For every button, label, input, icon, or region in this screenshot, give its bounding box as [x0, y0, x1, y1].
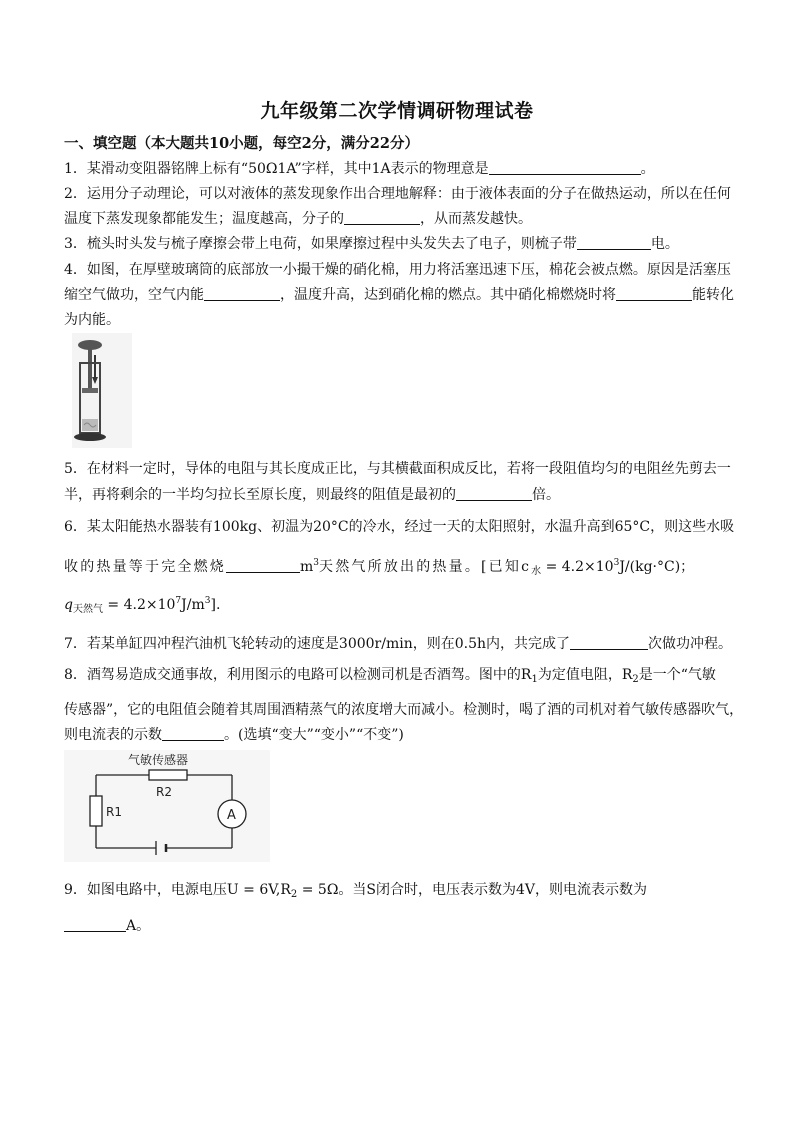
answer-blank[interactable]	[204, 286, 280, 301]
answer-blank[interactable]	[489, 160, 641, 175]
answer-blank[interactable]	[64, 917, 126, 932]
answer-blank[interactable]	[570, 635, 648, 650]
question-2-line-1: 2．运用分子动理论，可以对液体的蒸发现象作出合理地解释：由于液体表面的分子在做热运动，所以在任何	[64, 186, 731, 202]
question-2-line-2: 温度下蒸发现象都能发生；温度越高，分子的 ，从而蒸发越快。	[64, 211, 532, 227]
question-6-line-1: 6．某太阳能热水器装有100kg、初温为20°C的冷水，经过一天的太阳照射，水温升高到65°C，则这些水吸	[64, 519, 735, 535]
answer-blank[interactable]	[577, 235, 651, 250]
question-8-line-3: 则电流表的示数 。(选填“变大”“变小”“不变”)	[64, 727, 404, 743]
question-9-line-2: A。	[64, 915, 732, 935]
question-5-line-2: 半，再将剩余的一半均匀拉长至原长度，则最终的阻值是最初的 倍。	[64, 487, 560, 503]
r1-resistor	[90, 796, 102, 826]
alcohol-sensor-circuit	[64, 750, 270, 862]
r1-label: R1	[106, 805, 122, 819]
question-4-line-1: 4．如图，在厚壁玻璃筒的底部放一小撮干燥的硝化棉，用力将活塞迅速下压，棉花会被点燃。原因是活塞压	[64, 262, 731, 278]
question-8-line-2: 传感器”，它的电阻值会随着其周围酒精蒸气的浓度增大而减小。检测时，喝了酒的司机对着气敏传感器吹气，	[64, 702, 744, 718]
question-9-line-1: 9．如图电路中，电源电压$U = 6V,R_2 = 5\Omega$。当S闭合时，电压表示数为4V，则电流表示数为	[64, 882, 648, 900]
answer-blank[interactable]	[456, 486, 532, 501]
question-4-line-3: 为内能。	[64, 312, 120, 328]
page-title: 九年级第二次学情调研物理试卷	[260, 100, 534, 122]
answer-blank[interactable]	[162, 726, 224, 741]
answer-blank[interactable]	[344, 210, 420, 225]
ammeter-label: A	[227, 808, 236, 823]
answer-blank[interactable]	[226, 558, 300, 573]
section-heading: 一、填空题（本大题共10小题，每空2分，满分22分）	[64, 135, 419, 152]
r2-label: R2	[156, 785, 172, 799]
question-4-line-2: 缩空气做功，空气内能 ，温度升高，达到硝化棉的燃点。其中硝化棉燃烧时将 能转化	[64, 287, 734, 303]
question-5-line-1: 5．在材料一定时，导体的电阻与其长度成正比，与其横截面积成反比，若将一段阻值均匀的电阻丝先剪去一	[64, 461, 731, 477]
sensor-label: 气敏传感器	[128, 753, 189, 767]
question-3: 3．梳头时头发与梳子摩擦会带上电荷，如果摩擦过程中头发失去了电子，则梳子带 电。	[64, 236, 679, 252]
question-7: 7．若某单缸四冲程汽油机飞轮转动的速度是3000r/min，则在0.5h内，共完成了 次做功冲程。	[64, 636, 732, 652]
question-6-line-3: $q_{天然气} = 4.2\times 10^7J/m^3$].	[64, 596, 221, 615]
question-6-line-2: 收的热量等于完全燃烧 $m^3$天然气所放出的热量。[已知$c_水 = 4.2\times 10^3J/(kg\cdot^\circ C)$；	[64, 558, 695, 577]
piston-cylinder-figure	[72, 333, 132, 448]
question-1: 1．某滑动变阻器铭牌上标有“50Ω1A”字样，其中1A表示的物理意是 。	[64, 161, 655, 177]
r2-resistor	[149, 770, 187, 780]
answer-blank[interactable]	[616, 286, 692, 301]
question-8-line-1: 8．酒驾易造成交通事故，利用图示的电路可以检测司机是否酒驾。图中的$R_1$为定值电阻，$R_2$是一个“气敏	[64, 667, 716, 685]
